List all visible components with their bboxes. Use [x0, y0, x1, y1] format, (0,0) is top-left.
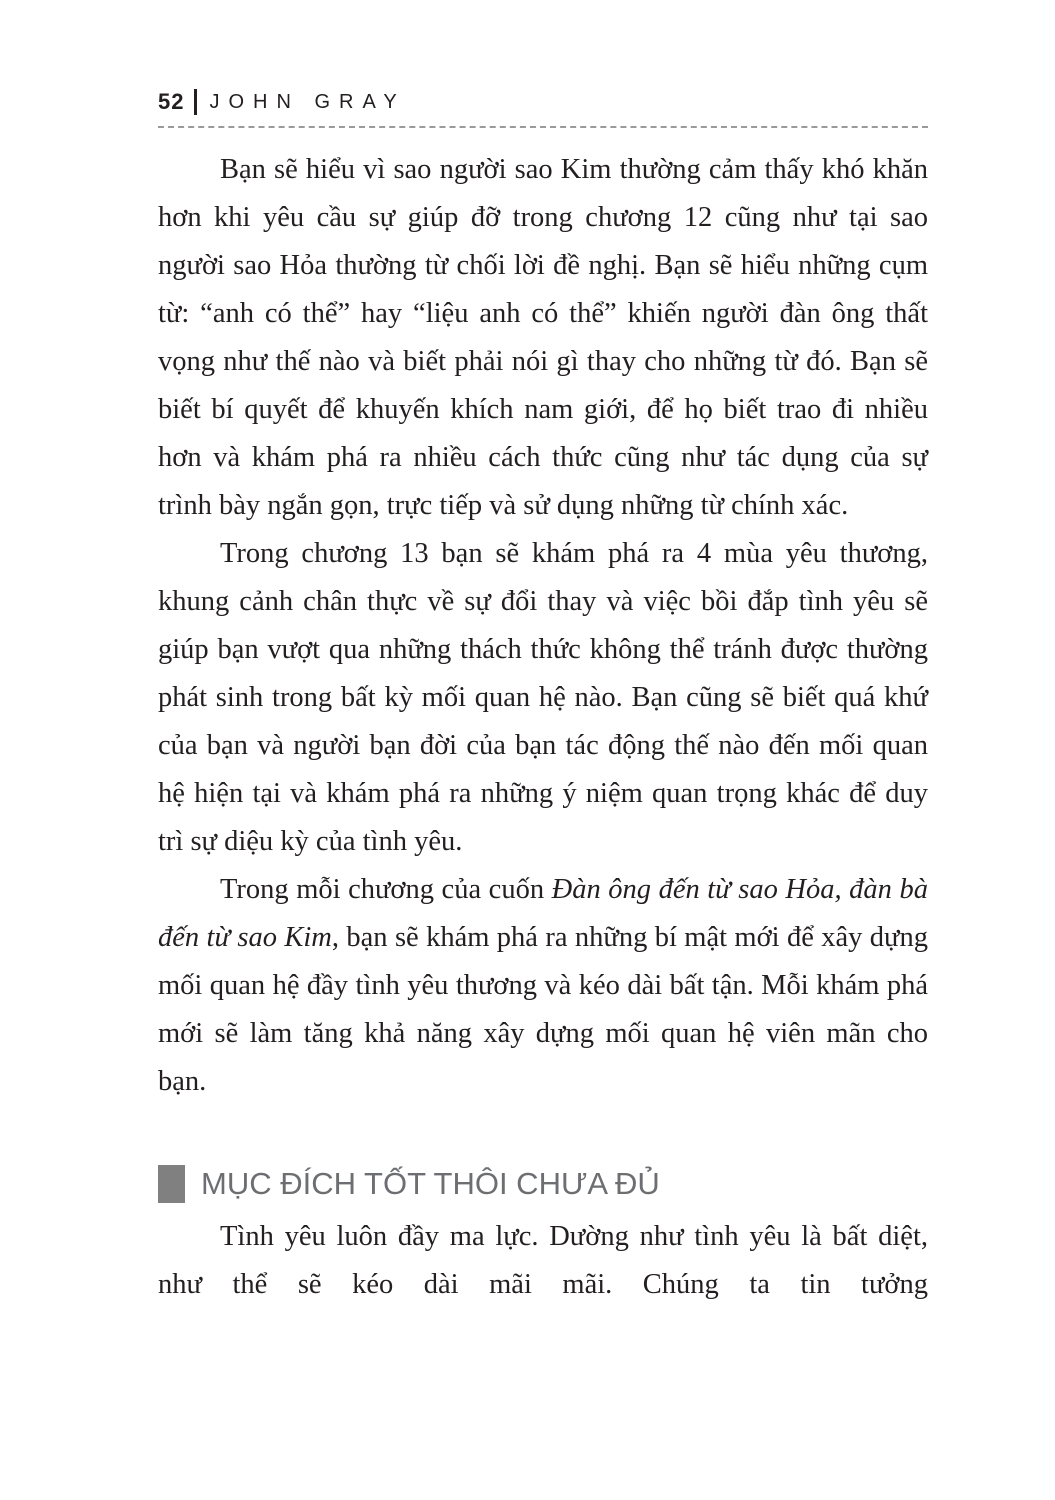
paragraph-3: [158, 866, 928, 1106]
page-number: 52: [158, 89, 185, 114]
author-name: JOHN GRAY: [209, 90, 406, 113]
section-heading: [158, 1159, 928, 1209]
section-title: MỤC ĐÍCH TỐT THÔI CHƯA ĐỦ: [201, 1166, 660, 1201]
running-head: [158, 84, 406, 120]
section-paragraph: Tình yêu luôn đầy ma lực. Dường như tình yêu là bất diệt, như thể sẽ kéo dài mãi mãi. Chúng ta tin tưởng: [158, 1221, 928, 1300]
book-title-italic: Đàn ông đến từ sao Hỏa, đàn bà đến từ sao Kim: [158, 874, 928, 953]
body-text: [158, 146, 928, 1309]
header-dashed-rule: [158, 126, 928, 128]
paragraph-3-lead: Trong mỗi chương của cuốn: [220, 874, 552, 905]
section-marker-bar: [158, 1165, 185, 1203]
header-divider: [194, 89, 197, 115]
paragraph-2: Trong chương 13 bạn sẽ khám phá ra 4 mùa yêu thương, khung cảnh chân thực về sự đổi thay và việc bồi đắp tình yêu sẽ giúp bạn vượt qua những thách thức không thể tránh được thường phát sinh trong bất kỳ mối quan hệ nào. Bạn cũng sẽ biết quá khứ của bạn và người bạn đời của bạn tác động thế nào đến mối quan hệ hiện tại và khám phá ra những ý niệm quan trọng khác để duy trì sự diệu kỳ của tình yêu.: [158, 538, 928, 857]
paragraph-1: Bạn sẽ hiểu vì sao người sao Kim thường cảm thấy khó khăn hơn khi yêu cầu sự giúp đỡ trong chương 12 cũng như tại sao người sao Hỏa thường từ chối lời đề nghị. Bạn sẽ hiểu những cụm từ: “anh có thể” hay “liệu anh có thể” khiến người đàn ông thất vọng như thế nào và biết phải nói gì thay cho những từ đó. Bạn sẽ biết bí quyết để khuyến khích nam giới, để họ biết trao đi nhiều hơn và khám phá ra nhiều cách thức cũng như tác dụng của sự trình bày ngắn gọn, trực tiếp và sử dụng những từ chính xác.: [158, 154, 928, 521]
paragraph-3-rest: , bạn sẽ khám phá ra những bí mật mới để xây dựng mối quan hệ đầy tình yêu thương và kéo dài bất tận. Mỗi khám phá mới sẽ làm tăng khả năng xây dựng mối quan hệ viên mãn cho bạn.: [158, 922, 928, 1097]
